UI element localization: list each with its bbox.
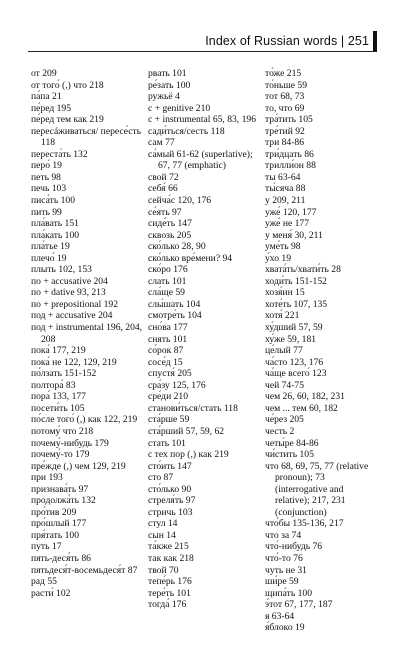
- index-entry: хотя́ 221: [265, 310, 300, 322]
- index-entry: пла́тье 19: [31, 241, 70, 253]
- index-entry: почему́-нибудь 179: [31, 437, 109, 449]
- index-entry: петь 98: [31, 171, 61, 183]
- index-entry: пре́жде (,) чем 129, 219: [31, 460, 126, 472]
- index-entry: пла́вать 151: [31, 218, 79, 230]
- page-number: 251: [347, 34, 369, 48]
- index-entry: по + prepositional 192: [31, 298, 119, 310]
- index-entry: что́-то 76: [265, 552, 303, 564]
- index-entry: я 63-64: [265, 610, 295, 622]
- index-entry: про́тив 209: [31, 506, 77, 518]
- index-entry: хоте́ть 107, 135: [265, 298, 328, 310]
- index-entry: пятьдеся́т-восемьдеся́т 87: [31, 564, 138, 576]
- index-entry: сра́зу 125, 176: [148, 379, 206, 391]
- index-entry: потому́ что 218: [31, 425, 94, 437]
- index-entry: по + accusative 204: [31, 275, 108, 287]
- index-entry: трилли́он 88: [265, 160, 316, 172]
- index-entry: то́же 215: [265, 68, 302, 79]
- index-entry: це́лый 77: [265, 345, 303, 357]
- index-entry: ско́лько 28, 90: [148, 241, 206, 253]
- index-entry: ты́сяча 88: [265, 183, 306, 195]
- index-entry: тра́тить 105: [265, 114, 313, 126]
- index-entry: э́тот 67, 177, 187: [265, 599, 333, 611]
- index-entry: тот 68, 73: [265, 91, 305, 103]
- index-entry: про́шлый 177: [31, 518, 87, 530]
- index-entry: плечо́ 19: [31, 252, 67, 264]
- index-entry: плыть 102, 153: [31, 264, 92, 276]
- index-entry: хвата́ть/хвати́ть 28: [265, 264, 341, 276]
- index-entry: пересáживаться/ пересе́сть 118: [31, 125, 142, 149]
- index-entry: сно́ва 177: [148, 322, 188, 334]
- index-entry: пе́ред 195: [31, 102, 71, 114]
- index-entry: сто́ить 147: [148, 460, 192, 472]
- index-entry: от 209: [31, 68, 57, 79]
- index-column-1: [31, 68, 149, 599]
- index-entry: сам 77: [148, 137, 175, 149]
- index-entry: пять-деся́ть 86: [31, 552, 91, 564]
- index-entry: у меня́ 30, 211: [265, 229, 323, 241]
- index-entry: смотре́ть 104: [148, 310, 202, 322]
- index-entry: ху́дший 57, 59: [265, 322, 323, 334]
- index-entry: с + genitive 210: [148, 102, 211, 114]
- index-entry: пока́ 177, 219: [31, 345, 86, 357]
- header-thumb-bar: [373, 31, 377, 51]
- index-entry: щипа́ть 100: [265, 587, 313, 599]
- index-entry: три 84-86: [265, 137, 305, 149]
- header-title: Index of Russian words: [205, 34, 338, 48]
- index-entry: сын 14: [148, 529, 176, 541]
- index-entry: сейча́с 120, 176: [148, 195, 212, 207]
- index-entry: ско́ро 176: [148, 264, 188, 276]
- index-entry: ча́ще всего́ 123: [265, 368, 327, 380]
- index-entry: что 68, 69, 75, 77 (relative pronoun); 73 (interrogative and relative); 217, 231 (conjunction): [265, 460, 369, 518]
- index-entry: под + instrumental 196, 204, 208: [31, 322, 143, 345]
- index-entry: ча́сто 123, 176: [265, 356, 324, 368]
- index-entry: пе́ред тем как 219: [31, 114, 104, 126]
- index-entry: че́рез 205: [265, 414, 304, 426]
- index-entry: сре́ди 210: [148, 391, 188, 403]
- index-entry: по́лзать 151-152: [31, 368, 97, 380]
- index-entry: пла́кать 100: [31, 229, 80, 241]
- index-entry: ходи́ть 151-152: [265, 275, 327, 287]
- index-entry: снять 101: [148, 333, 188, 345]
- index-entry: стать 101: [148, 437, 186, 449]
- index-entry: рад 55: [31, 576, 57, 588]
- index-entry: слать 101: [148, 275, 187, 287]
- index-entry: ши́ре 59: [265, 576, 299, 588]
- index-entry: сто 87: [148, 472, 174, 484]
- index-entry: честь 2: [265, 425, 295, 437]
- index-entry: тре́тий 92: [265, 125, 305, 137]
- index-entry: у 209, 211: [265, 195, 306, 207]
- index-entry: при 193: [31, 472, 63, 484]
- index-entry: со́рок 87: [148, 345, 184, 357]
- index-entry: тепе́рь 176: [148, 576, 192, 588]
- index-entry: посети́ть 105: [31, 402, 85, 414]
- index-entry: от того́ (,) что 218: [31, 79, 104, 91]
- index-entry: ста́рший 57, 59, 62: [148, 425, 225, 437]
- index-entry: печь 103: [31, 183, 67, 195]
- index-entry: писа́ть 100: [31, 195, 76, 207]
- index-entry: перо́ 19: [31, 160, 62, 172]
- index-entry: стул 14: [148, 518, 178, 530]
- index-entry: чей 74-75: [265, 379, 304, 391]
- index-entry: па́па 21: [31, 91, 62, 103]
- index-column-2: [148, 68, 266, 611]
- index-entry: себя́ 66: [148, 183, 178, 195]
- index-entry: ружьё 4: [148, 91, 180, 103]
- index-column-3: [265, 68, 377, 634]
- index-entry: по́сле того́ (,) как 122, 219: [31, 414, 138, 426]
- index-entry: у́хо 19: [265, 252, 292, 264]
- index-entry: сла́ще 59: [148, 287, 185, 299]
- index-entry: спустя́ 205: [148, 368, 192, 380]
- index-entry: слы́шать 104: [148, 298, 201, 310]
- index-entry: свой 72: [148, 171, 179, 183]
- index-entry: ско́лько вре́мени? 94: [148, 252, 233, 264]
- index-entry: тере́ть 101: [148, 587, 191, 599]
- index-entry: под + accusative 204: [31, 310, 113, 322]
- index-entry: продолжа́ть 132: [31, 495, 96, 507]
- index-entry: пить 99: [31, 206, 62, 218]
- index-entry: сосе́д 15: [148, 356, 183, 368]
- header-rule: [28, 51, 377, 52]
- index-entry: рвать 101: [148, 68, 187, 79]
- index-entry: признава́ть 97: [31, 483, 89, 495]
- index-entry: ре́зать 100: [148, 79, 191, 91]
- index-entry: что́бы 135-136, 217: [265, 518, 344, 530]
- index-entry: путь 17: [31, 541, 62, 553]
- index-entry: сто́лько 90: [148, 483, 192, 495]
- running-header: Index of Russian words | 251: [205, 34, 369, 48]
- index-entry: се́ять 97: [148, 206, 182, 218]
- index-entry: уме́ть 98: [265, 241, 301, 253]
- index-entry: уже́ 120, 177: [265, 206, 317, 218]
- index-entry: пока́ не 122, 129, 219: [31, 356, 117, 368]
- index-entry: тогда́ 176: [148, 599, 187, 611]
- index-entry: хозя́ин 15: [265, 287, 305, 299]
- index-entry: четы́ре 84-86: [265, 437, 319, 449]
- index-entry: три́дцать 86: [265, 148, 314, 160]
- index-entry: ста́рше 59: [148, 414, 190, 426]
- index-entry: уже́ не 177: [265, 218, 310, 230]
- index-entry: ты 63-64: [265, 171, 301, 183]
- index-entry: сиде́ть 147: [148, 218, 192, 230]
- index-entry: сади́ться/сесть 118: [148, 125, 225, 137]
- index-entry: полтора́ 83: [31, 379, 76, 391]
- index-entry: по + dative 93, 213: [31, 287, 106, 299]
- index-entry: чуть не 31: [265, 564, 307, 576]
- index-entry: чем 26, 60, 182, 231: [265, 391, 345, 403]
- index-entry: я́блоко 19: [265, 622, 305, 634]
- index-entry: с + instrumental 65, 83, 196: [148, 114, 256, 126]
- index-entry: чем ... тем 60, 182: [265, 402, 338, 414]
- index-entry: так как 218: [148, 552, 194, 564]
- index-entry: переста́ть 132: [31, 148, 88, 160]
- index-entry: то́ньше 59: [265, 79, 308, 91]
- index-entry: расти́ 102: [31, 587, 71, 599]
- index-entry: станови́ться/стать 118: [148, 402, 238, 414]
- index-entry: что за 74: [265, 529, 302, 541]
- page-header: [0, 0, 403, 66]
- index-entry: почему́-то 179: [31, 449, 90, 461]
- index-entry: стричь 103: [148, 506, 193, 518]
- index-entry: са́мый 61-62 (superlative); 67, 77 (emphatic): [148, 148, 253, 172]
- index-entry: та́кже 215: [148, 541, 189, 553]
- index-entry: что́-нибудь 76: [265, 541, 323, 553]
- index-entry: с тех пор (,) как 219: [148, 449, 229, 461]
- index-entry: пора́ 133, 177: [31, 391, 86, 403]
- index-entry: ху́же 59, 181: [265, 333, 317, 345]
- index-entry: чи́стить 105: [265, 449, 314, 461]
- index-entry: сквозь 205: [148, 229, 192, 241]
- index-entry: то, что 69: [265, 102, 305, 114]
- index-entry: пря́тать 100: [31, 529, 80, 541]
- index-entry: твой 70: [148, 564, 179, 576]
- index-entry: стреля́ть 97: [148, 495, 196, 507]
